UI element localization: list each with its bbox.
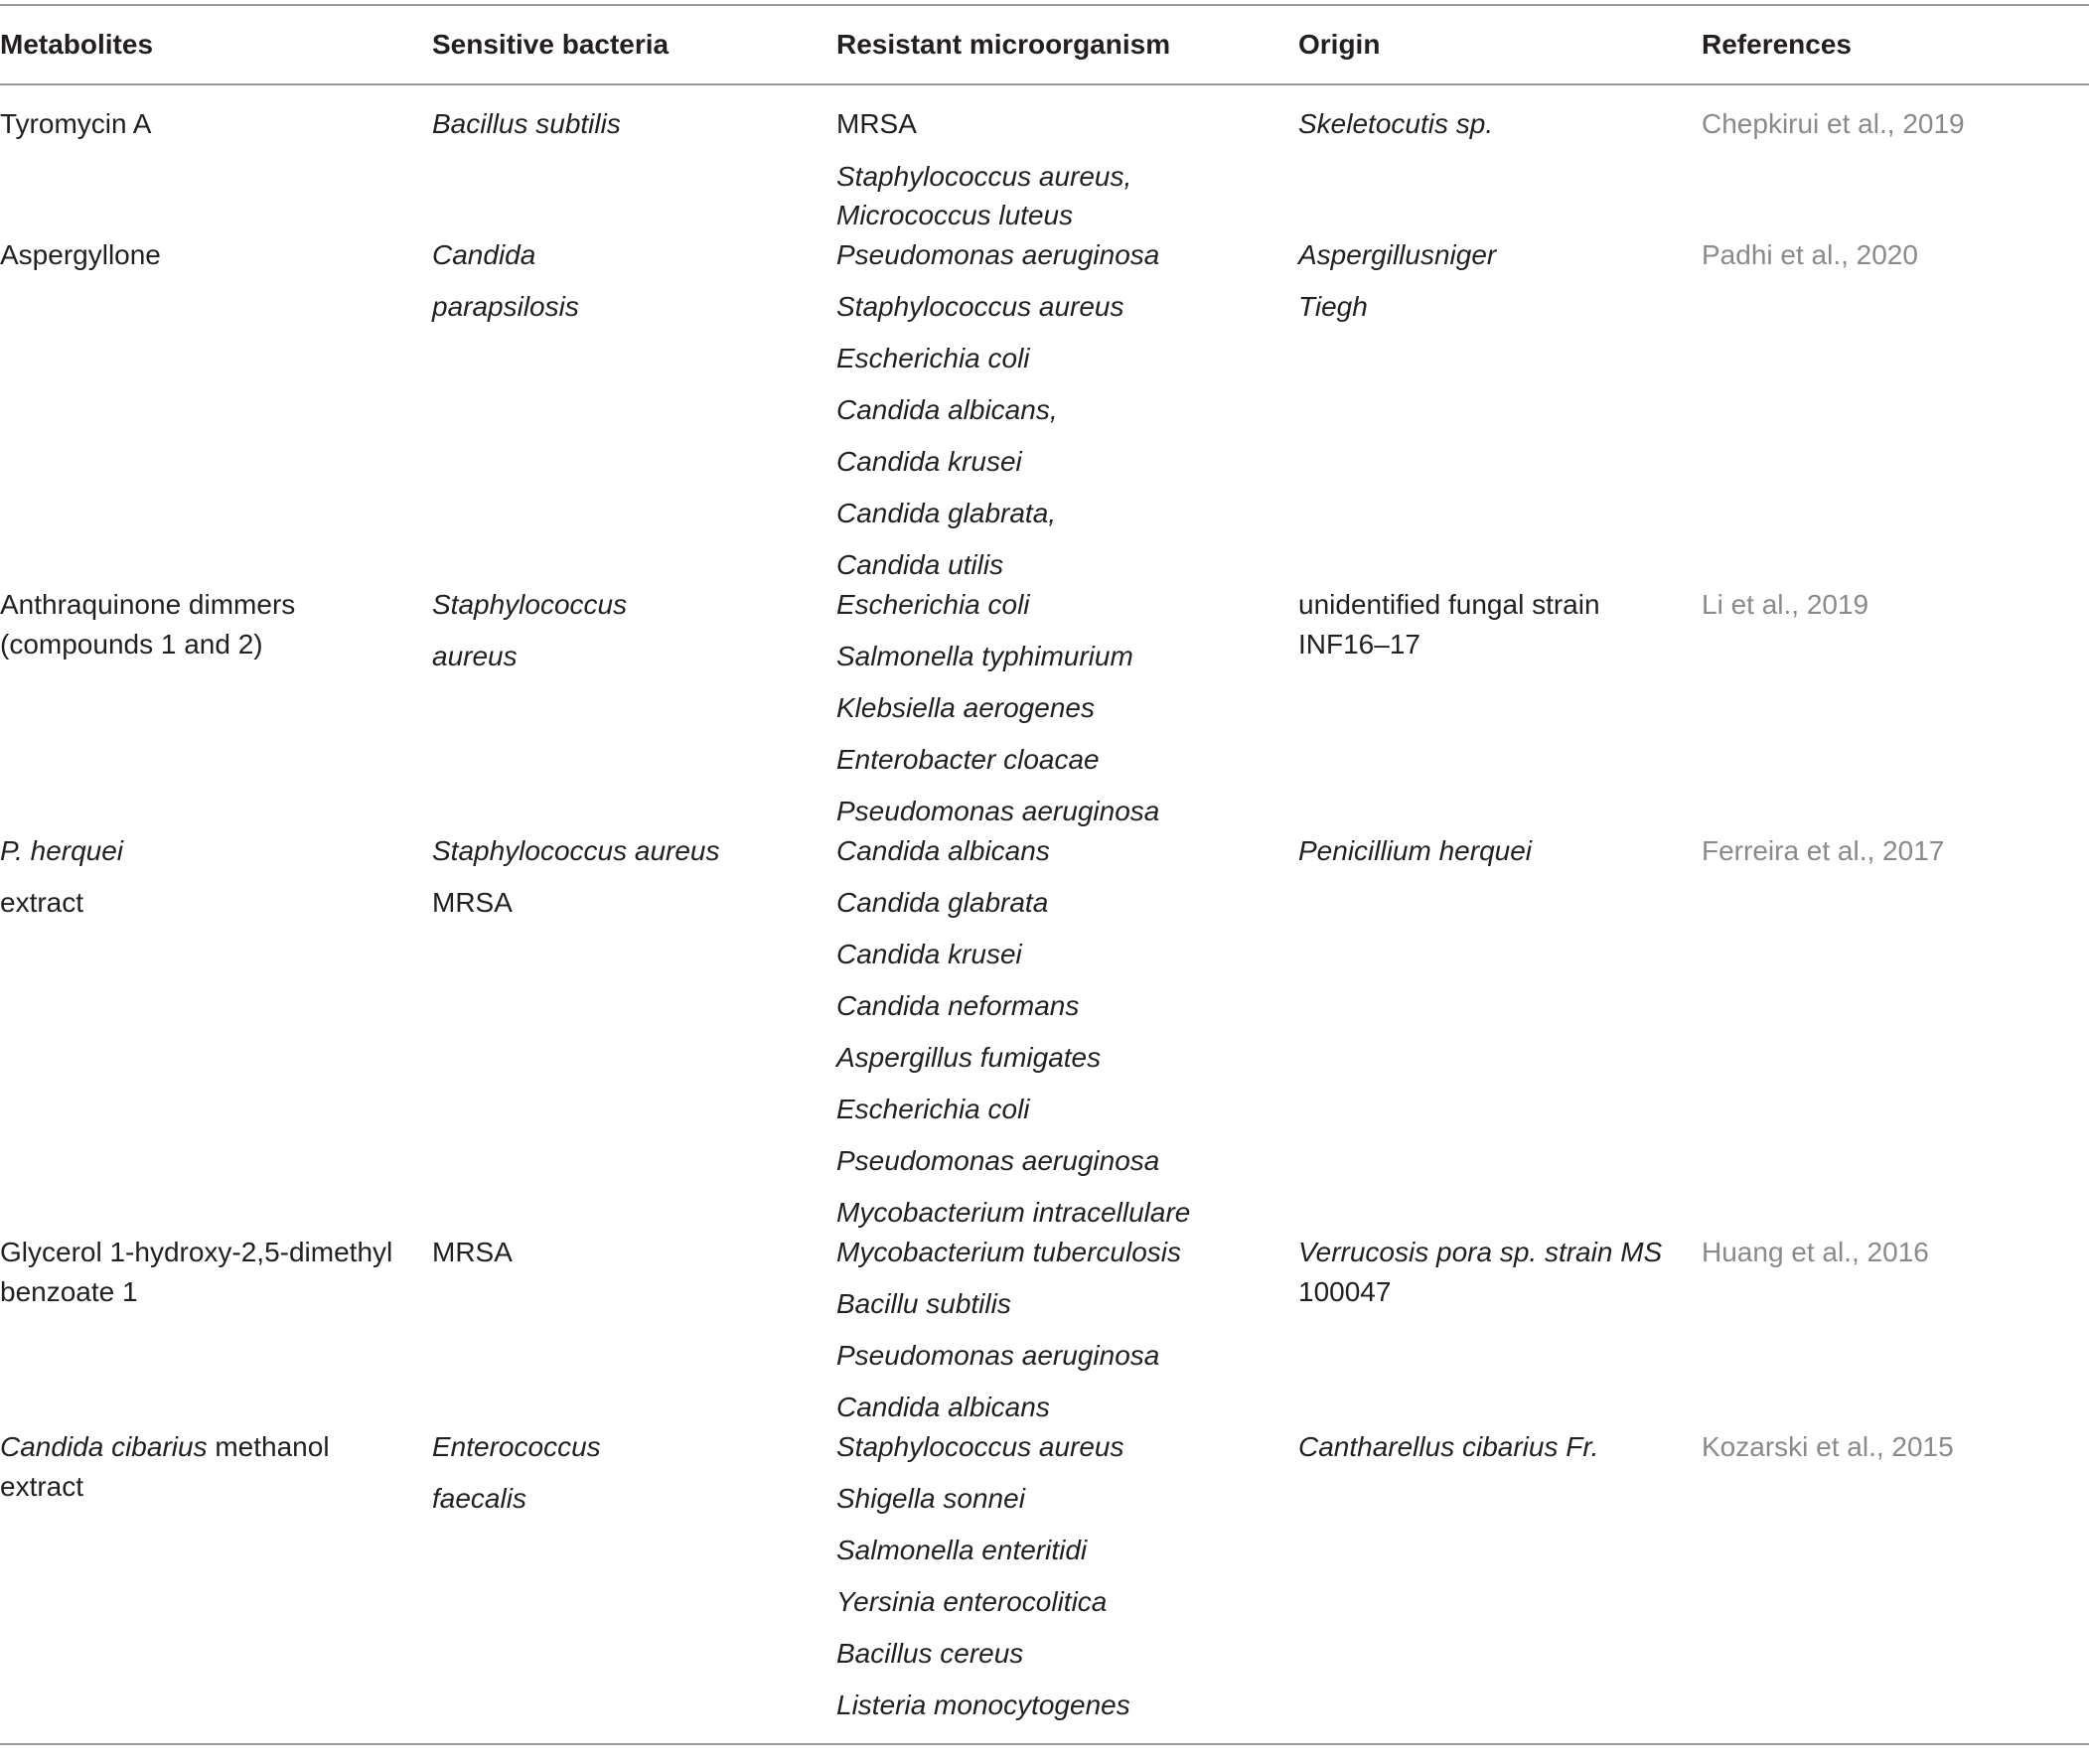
row6-metabolite-2: extract: [0, 1471, 84, 1502]
row4-metabolite-2: extract: [0, 887, 84, 918]
row6-reference: Kozarski et al., 2015: [1702, 1431, 1954, 1462]
row5-origin-1: Verrucosis pora sp. strain MS: [1298, 1237, 1663, 1267]
row2-metabolite: Aspergyllone: [0, 239, 161, 270]
row1-resistant-1: MRSA: [836, 108, 917, 139]
table-bottom-rule: [0, 1743, 2089, 1745]
row3-resistant-3: Klebsiella aerogenes: [836, 692, 1095, 723]
row4-resistant-3: Candida krusei: [836, 939, 1022, 969]
table-header-rule: [0, 83, 2089, 85]
row3-sensitive-1: Staphylococcus: [432, 589, 628, 620]
row4-resistant-4: Candida neformans: [836, 990, 1080, 1021]
row3-metabolite-1: Anthraquinone dimmers: [0, 589, 296, 620]
row6-resistant-6: Listeria monocytogenes: [836, 1690, 1130, 1720]
row6-resistant-2: Shigella sonnei: [836, 1483, 1025, 1514]
row4-resistant-2: Candida glabrata: [836, 887, 1049, 918]
row4-sensitive-2: MRSA: [432, 887, 513, 918]
row4-resistant-7: Pseudomonas aeruginosa: [836, 1145, 1160, 1176]
row2-origin-2: Tiegh: [1298, 291, 1368, 322]
row5-resistant-2: Bacillu subtilis: [836, 1288, 1011, 1319]
row2-sensitive-1: Candida: [432, 239, 536, 270]
row6-resistant-3: Salmonella enteritidi: [836, 1535, 1088, 1565]
row5-resistant-1: Mycobacterium tuberculosis: [836, 1237, 1182, 1267]
row6-metabolite-species: Candida cibarius: [0, 1431, 208, 1462]
row1-sensitive: Bacillus subtilis: [432, 108, 621, 139]
row4-reference: Ferreira et al., 2017: [1702, 835, 1945, 866]
row1-reference: Chepkirui et al., 2019: [1702, 108, 1965, 139]
row3-origin-1: unidentified fungal strain: [1298, 589, 1600, 620]
row4-resistant-6: Escherichia coli: [836, 1094, 1030, 1124]
row5-metabolite-2: benzoate 1: [0, 1276, 138, 1307]
row5-resistant-3: Pseudomonas aeruginosa: [836, 1340, 1160, 1371]
row1-origin: Skeletocutis sp.: [1298, 108, 1494, 139]
header-resistant-microorganism: Resistant microorganism: [836, 29, 1171, 60]
header-metabolites: Metabolites: [0, 29, 154, 60]
row4-resistant-8: Mycobacterium intracellulare: [836, 1197, 1191, 1228]
row6-origin: Cantharellus cibarius Fr.: [1298, 1431, 1599, 1462]
header-references: References: [1702, 29, 1852, 60]
row6-resistant-5: Bacillus cereus: [836, 1638, 1024, 1669]
header-origin: Origin: [1298, 29, 1381, 60]
row2-resistant-1: Pseudomonas aeruginosa: [836, 239, 1160, 270]
row1-resistant-3: Micrococcus luteus: [836, 200, 1074, 230]
row4-origin: Penicillium herquei: [1298, 835, 1533, 866]
row6-sensitive-2: faecalis: [432, 1483, 526, 1514]
row1-resistant-2: Staphylococcus aureus,: [836, 161, 1132, 192]
row4-sensitive-1: Staphylococcus aureus: [432, 835, 720, 866]
table-top-rule: [0, 4, 2089, 6]
row6-resistant-1: Staphylococcus aureus: [836, 1431, 1124, 1462]
row2-resistant-7: Candida utilis: [836, 549, 1004, 580]
row6-metabolite-solvent: methanol: [215, 1431, 330, 1462]
row2-resistant-2: Staphylococcus aureus: [836, 291, 1124, 322]
header-sensitive-bacteria: Sensitive bacteria: [432, 29, 670, 60]
row5-reference: Huang et al., 2016: [1702, 1237, 1929, 1267]
row2-resistant-4: Candida albicans,: [836, 394, 1058, 425]
row3-origin-2: INF16–17: [1298, 629, 1420, 660]
row4-resistant-5: Aspergillus fumigates: [836, 1042, 1102, 1073]
row6-sensitive-1: Enterococcus: [432, 1431, 601, 1462]
row3-sensitive-2: aureus: [432, 641, 518, 671]
row3-resistant-1: Escherichia coli: [836, 589, 1030, 620]
row3-reference: Li et al., 2019: [1702, 589, 1869, 620]
row2-resistant-6: Candida glabrata,: [836, 498, 1057, 528]
row3-resistant-4: Enterobacter cloacae: [836, 744, 1100, 775]
row2-reference: Padhi et al., 2020: [1702, 239, 1918, 270]
row3-resistant-5: Pseudomonas aeruginosa: [836, 796, 1160, 826]
row2-origin-1: Aspergillusniger: [1298, 239, 1497, 270]
row1-metabolite: Tyromycin A: [0, 108, 152, 139]
row2-resistant-5: Candida krusei: [836, 446, 1022, 477]
row2-sensitive-2: parapsilosis: [432, 291, 579, 322]
row2-resistant-3: Escherichia coli: [836, 343, 1030, 373]
row5-resistant-4: Candida albicans: [836, 1392, 1050, 1422]
row5-origin-2: 100047: [1298, 1276, 1392, 1307]
row3-metabolite-2: (compounds 1 and 2): [0, 629, 263, 660]
row6-resistant-4: Yersinia enterocolitica: [836, 1586, 1108, 1617]
row5-sensitive: MRSA: [432, 1237, 513, 1267]
row6-metabolite-1: [0, 1427, 330, 1467]
row5-metabolite-1: Glycerol 1-hydroxy-2,5-dimethyl: [0, 1237, 393, 1267]
row3-resistant-2: Salmonella typhimurium: [836, 641, 1133, 671]
row4-resistant-1: Candida albicans: [836, 835, 1050, 866]
row4-metabolite-1: P. herquei: [0, 835, 124, 866]
